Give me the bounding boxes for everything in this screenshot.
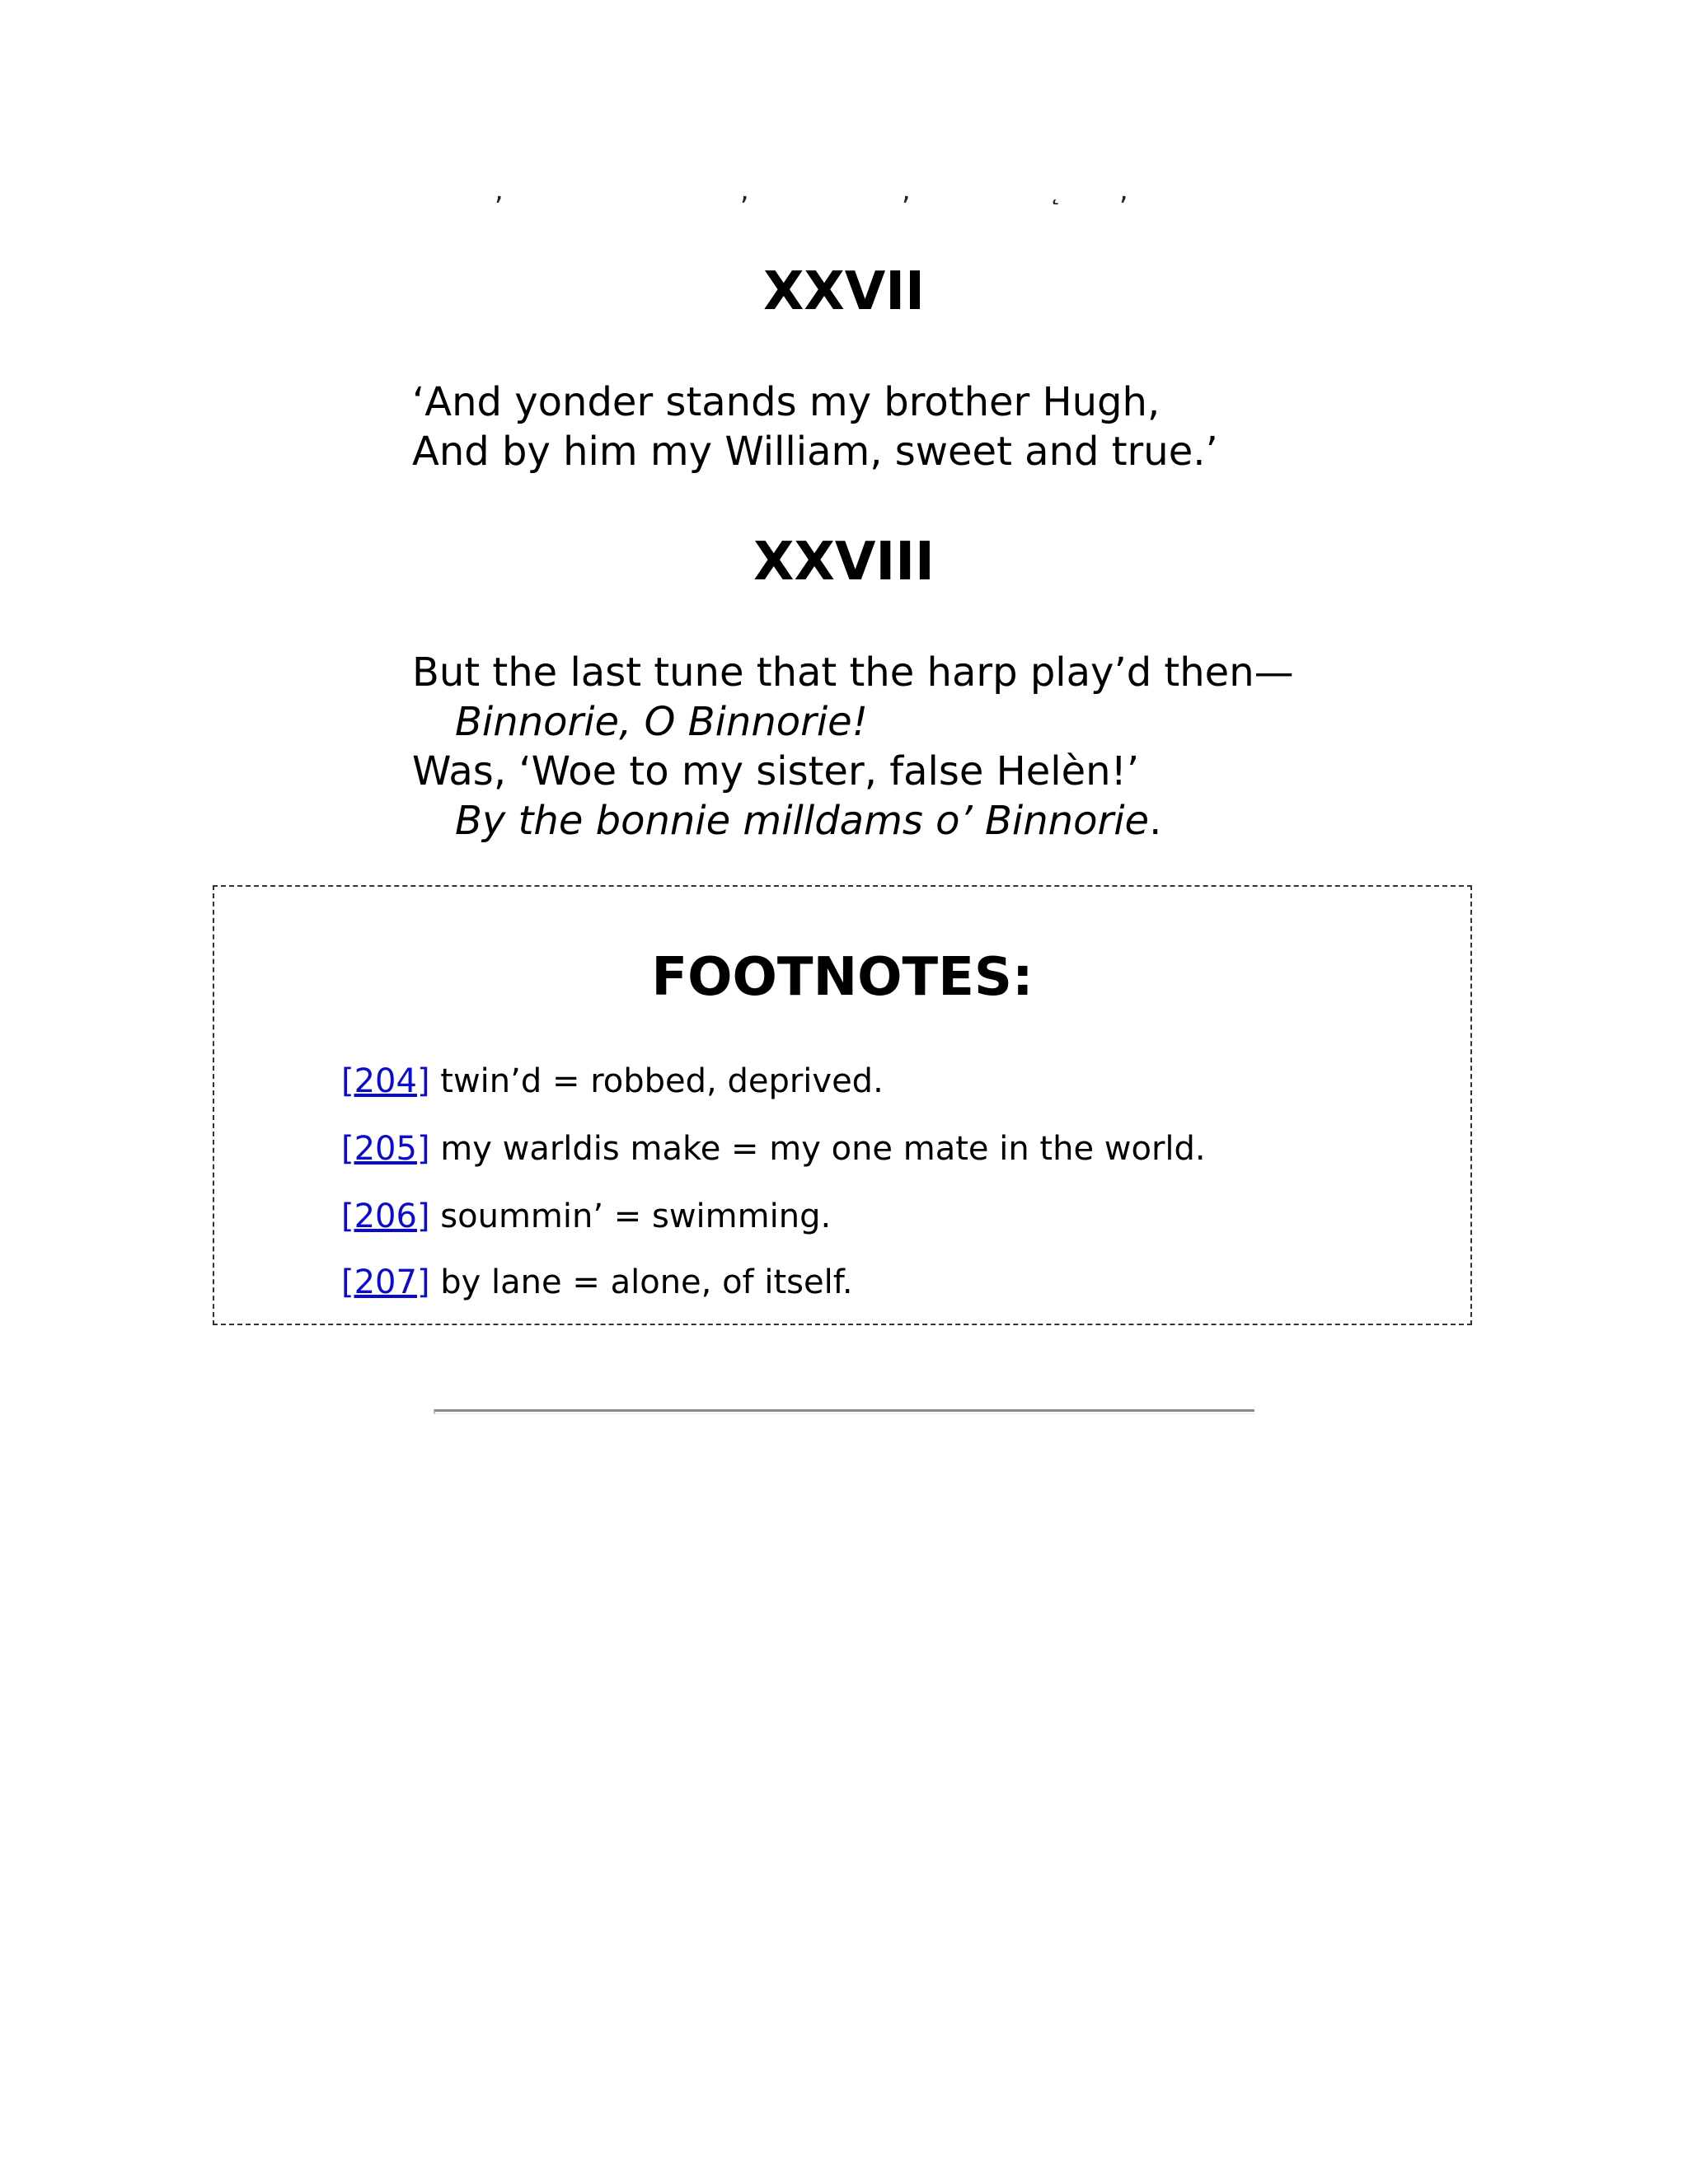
footnote-item [341,1197,832,1235]
footnotes-box [213,885,1472,1325]
refrain-line [412,796,1294,846]
stanza-xxviii [412,648,1294,846]
stanza-heading-xxviii: XXVIII [753,532,935,593]
refrain-text: By the bonnie milldams o’ Binnorie [455,798,1150,844]
refrain-text: Binnorie, O Binnorie! [455,699,868,745]
refrain-line [412,697,1294,747]
horizontal-rule [434,1409,1254,1414]
refrain-period: . [1149,798,1162,844]
footnote-ref-link[interactable]: [206] [341,1197,430,1235]
verse-line: ‘And yonder stands my brother Hugh, [412,379,1160,425]
footnote-item [341,1130,1206,1168]
cut-off-glyph: , [495,185,504,204]
footnote-item [341,1062,884,1100]
footnote-ref-link[interactable]: [207] [341,1263,430,1301]
verse-line: But the last tune that the harp play’d then— [412,649,1294,696]
footnote-item [341,1263,853,1301]
footnote-text: my warldis make = my one mate in the world. [440,1130,1206,1168]
verse-line: Was, ‘Woe to my sister, false Helèn!’ [412,748,1140,794]
footnote-ref-link[interactable]: [204] [341,1062,430,1100]
cut-off-glyph: , [902,185,911,204]
stanza-xxvii [412,377,1218,476]
cut-off-glyph: , [1119,185,1128,204]
footnotes-title: FOOTNOTES: [651,947,1034,1008]
footnote-text: soummin’ = swimming. [440,1197,832,1235]
footnote-text: by lane = alone, of itself. [440,1263,853,1301]
cut-off-glyph: , [740,185,749,204]
cut-off-glyph: ˛ [1048,185,1062,204]
cut-off-verse-line [412,185,1236,204]
stanza-heading-xxvii: XXVII [763,261,925,322]
footnote-ref-link[interactable]: [205] [341,1130,430,1168]
footnote-text: twin’d = robbed, deprived. [440,1062,884,1100]
verse-line: And by him my William, sweet and true.’ [412,429,1218,475]
